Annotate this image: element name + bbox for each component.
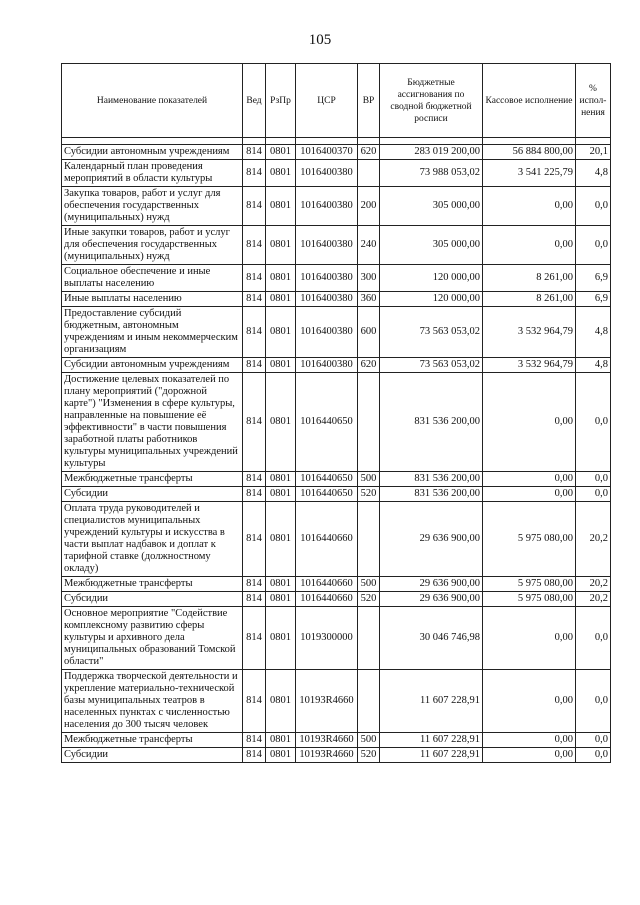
cell-name: Субсидии	[62, 592, 243, 607]
cell-name: Предоставление субсидий бюджетным, автономным учреждениям и иным некоммерческим организациям	[62, 307, 243, 358]
cell-cash: 3 532 964,79	[483, 307, 576, 358]
cell-rzpr: 0801	[266, 358, 296, 373]
cell-pct: 0,0	[576, 187, 611, 226]
cell-ved: 814	[243, 265, 266, 292]
cell-rzpr: 0801	[266, 145, 296, 160]
cell-pct: 4,8	[576, 358, 611, 373]
cell-cash: 5 975 080,00	[483, 577, 576, 592]
cell-name: Закупка товаров, работ и услуг для обеспечения государственных (муниципальных) нужд	[62, 187, 243, 226]
cell-vr: 520	[358, 487, 380, 502]
cell-vr: 240	[358, 226, 380, 265]
cell-budget: 73 563 053,02	[380, 358, 483, 373]
cell-name: Субсидии автономным учреждениям	[62, 145, 243, 160]
cell-rzpr: 0801	[266, 502, 296, 577]
cell-csr: 1016440650	[296, 472, 358, 487]
cell-name: Календарный план проведения мероприятий в области культуры	[62, 160, 243, 187]
table-row	[62, 145, 611, 160]
cell-budget: 11 607 228,91	[380, 670, 483, 733]
header-rzpr: РзПр	[266, 64, 296, 138]
cell-rzpr: 0801	[266, 292, 296, 307]
cell-name: Иные выплаты населению	[62, 292, 243, 307]
cell-pct: 0,0	[576, 748, 611, 763]
cell-vr: 520	[358, 592, 380, 607]
header-ved: Вед	[243, 64, 266, 138]
budget-table	[61, 63, 611, 763]
cell-cash: 0,00	[483, 733, 576, 748]
cell-pct: 0,0	[576, 472, 611, 487]
cell-name: Межбюджетные трансферты	[62, 472, 243, 487]
header-vr: ВР	[358, 64, 380, 138]
cell-rzpr: 0801	[266, 307, 296, 358]
cell-cash: 0,00	[483, 373, 576, 472]
cell-rzpr: 0801	[266, 226, 296, 265]
cell-ved: 814	[243, 733, 266, 748]
table-row	[62, 607, 611, 670]
table-row	[62, 307, 611, 358]
header-gap	[62, 138, 611, 145]
cell-ved: 814	[243, 592, 266, 607]
cell-budget: 73 988 053,02	[380, 160, 483, 187]
cell-vr: 360	[358, 292, 380, 307]
cell-pct: 0,0	[576, 487, 611, 502]
cell-rzpr: 0801	[266, 577, 296, 592]
cell-ved: 814	[243, 307, 266, 358]
cell-budget: 831 536 200,00	[380, 472, 483, 487]
cell-rzpr: 0801	[266, 607, 296, 670]
header-pct: % испол-нения	[576, 64, 611, 138]
table-row	[62, 373, 611, 472]
cell-ved: 814	[243, 748, 266, 763]
cell-csr: 1016440660	[296, 592, 358, 607]
cell-vr: 500	[358, 733, 380, 748]
cell-pct: 0,0	[576, 226, 611, 265]
header-cash: Кассовое исполнение	[483, 64, 576, 138]
cell-cash: 5 975 080,00	[483, 502, 576, 577]
cell-name: Межбюджетные трансферты	[62, 733, 243, 748]
cell-pct: 6,9	[576, 265, 611, 292]
cell-rzpr: 0801	[266, 187, 296, 226]
cell-name: Субсидии	[62, 748, 243, 763]
table-row	[62, 160, 611, 187]
cell-cash: 0,00	[483, 472, 576, 487]
table-row	[62, 226, 611, 265]
cell-name: Социальное обеспечение и иные выплаты населению	[62, 265, 243, 292]
table-row	[62, 187, 611, 226]
cell-vr	[358, 502, 380, 577]
cell-csr: 10193R4660	[296, 733, 358, 748]
cell-ved: 814	[243, 670, 266, 733]
cell-vr	[358, 670, 380, 733]
cell-pct: 0,0	[576, 670, 611, 733]
cell-pct: 20,2	[576, 592, 611, 607]
cell-cash: 8 261,00	[483, 265, 576, 292]
cell-rzpr: 0801	[266, 733, 296, 748]
cell-csr: 1016440660	[296, 577, 358, 592]
table-row	[62, 472, 611, 487]
cell-ved: 814	[243, 607, 266, 670]
cell-cash: 8 261,00	[483, 292, 576, 307]
table-row	[62, 592, 611, 607]
cell-rzpr: 0801	[266, 472, 296, 487]
table-row	[62, 265, 611, 292]
cell-vr	[358, 607, 380, 670]
cell-vr: 620	[358, 358, 380, 373]
cell-budget: 120 000,00	[380, 265, 483, 292]
cell-cash: 56 884 800,00	[483, 145, 576, 160]
cell-cash: 3 541 225,79	[483, 160, 576, 187]
cell-csr: 1016400380	[296, 160, 358, 187]
cell-ved: 814	[243, 487, 266, 502]
cell-name: Основное мероприятие "Содействие комплексному развитию сферы культуры и архивного дела муниципальных образований Томской области"	[62, 607, 243, 670]
cell-pct: 6,9	[576, 292, 611, 307]
table-row	[62, 748, 611, 763]
cell-rzpr: 0801	[266, 670, 296, 733]
cell-ved: 814	[243, 358, 266, 373]
cell-vr: 520	[358, 748, 380, 763]
header-name: Наименование показателей	[62, 64, 243, 138]
cell-budget: 831 536 200,00	[380, 487, 483, 502]
cell-pct: 0,0	[576, 733, 611, 748]
header-csr: ЦСР	[296, 64, 358, 138]
cell-name: Поддержка творческой деятельности и укрепление материально-технической базы муниципальных театров в населенных пунктах с численностью населения до 300 тысяч человек	[62, 670, 243, 733]
cell-cash: 0,00	[483, 187, 576, 226]
cell-budget: 30 046 746,98	[380, 607, 483, 670]
cell-budget: 11 607 228,91	[380, 748, 483, 763]
cell-cash: 0,00	[483, 748, 576, 763]
cell-ved: 814	[243, 577, 266, 592]
cell-rzpr: 0801	[266, 748, 296, 763]
cell-ved: 814	[243, 226, 266, 265]
cell-budget: 73 563 053,02	[380, 307, 483, 358]
cell-vr: 200	[358, 187, 380, 226]
cell-csr: 1016400380	[296, 226, 358, 265]
cell-vr: 500	[358, 472, 380, 487]
cell-rzpr: 0801	[266, 487, 296, 502]
cell-ved: 814	[243, 145, 266, 160]
cell-cash: 0,00	[483, 670, 576, 733]
cell-csr: 1016440650	[296, 487, 358, 502]
cell-vr: 620	[358, 145, 380, 160]
cell-pct: 20,1	[576, 145, 611, 160]
cell-pct: 0,0	[576, 373, 611, 472]
cell-csr: 10193R4660	[296, 748, 358, 763]
cell-ved: 814	[243, 160, 266, 187]
cell-budget: 29 636 900,00	[380, 592, 483, 607]
cell-name: Достижение целевых показателей по плану мероприятий ("дорожной карте") "Изменения в сфере культуры, направленные на повышение её эффективности" в части повышения заработной платы работников культуры муниципальных учреждений культуры	[62, 373, 243, 472]
cell-cash: 3 532 964,79	[483, 358, 576, 373]
cell-budget: 831 536 200,00	[380, 373, 483, 472]
cell-csr: 1016440650	[296, 373, 358, 472]
cell-csr: 1016400380	[296, 187, 358, 226]
table-header-row	[62, 64, 611, 138]
cell-vr	[358, 160, 380, 187]
cell-ved: 814	[243, 472, 266, 487]
cell-budget: 305 000,00	[380, 226, 483, 265]
table-row	[62, 733, 611, 748]
cell-pct: 0,0	[576, 607, 611, 670]
cell-budget: 305 000,00	[380, 187, 483, 226]
cell-csr: 1016400370	[296, 145, 358, 160]
cell-vr	[358, 373, 380, 472]
cell-budget: 120 000,00	[380, 292, 483, 307]
cell-csr: 1016400380	[296, 265, 358, 292]
cell-rzpr: 0801	[266, 592, 296, 607]
cell-ved: 814	[243, 292, 266, 307]
cell-csr: 1016440660	[296, 502, 358, 577]
cell-budget: 29 636 900,00	[380, 502, 483, 577]
cell-ved: 814	[243, 187, 266, 226]
table-row	[62, 292, 611, 307]
cell-pct: 4,8	[576, 307, 611, 358]
cell-cash: 5 975 080,00	[483, 592, 576, 607]
cell-rzpr: 0801	[266, 265, 296, 292]
cell-cash: 0,00	[483, 607, 576, 670]
table-row	[62, 670, 611, 733]
cell-budget: 283 019 200,00	[380, 145, 483, 160]
cell-ved: 814	[243, 373, 266, 472]
header-budget: Бюджетные ассигнования по сводной бюджетной росписи	[380, 64, 483, 138]
cell-rzpr: 0801	[266, 160, 296, 187]
table-row	[62, 502, 611, 577]
cell-cash: 0,00	[483, 226, 576, 265]
cell-csr: 1016400380	[296, 292, 358, 307]
page-number: 105	[308, 32, 332, 48]
cell-budget: 29 636 900,00	[380, 577, 483, 592]
cell-cash: 0,00	[483, 487, 576, 502]
cell-csr: 1016400380	[296, 358, 358, 373]
cell-pct: 20,2	[576, 577, 611, 592]
cell-vr: 500	[358, 577, 380, 592]
cell-rzpr: 0801	[266, 373, 296, 472]
cell-name: Оплата труда руководителей и специалистов муниципальных учреждений культуры и искусства в части выплат надбавок и доплат к тарифной ставке (должностному окладу)	[62, 502, 243, 577]
cell-vr: 300	[358, 265, 380, 292]
cell-csr: 1019300000	[296, 607, 358, 670]
table-row	[62, 358, 611, 373]
cell-csr: 10193R4660	[296, 670, 358, 733]
table-row	[62, 487, 611, 502]
cell-pct: 4,8	[576, 160, 611, 187]
cell-ved: 814	[243, 502, 266, 577]
cell-pct: 20,2	[576, 502, 611, 577]
cell-name: Иные закупки товаров, работ и услуг для обеспечения государственных (муниципальных) нужд	[62, 226, 243, 265]
cell-budget: 11 607 228,91	[380, 733, 483, 748]
cell-name: Межбюджетные трансферты	[62, 577, 243, 592]
cell-csr: 1016400380	[296, 307, 358, 358]
cell-name: Субсидии автономным учреждениям	[62, 358, 243, 373]
cell-name: Субсидии	[62, 487, 243, 502]
table-row	[62, 577, 611, 592]
cell-vr: 600	[358, 307, 380, 358]
